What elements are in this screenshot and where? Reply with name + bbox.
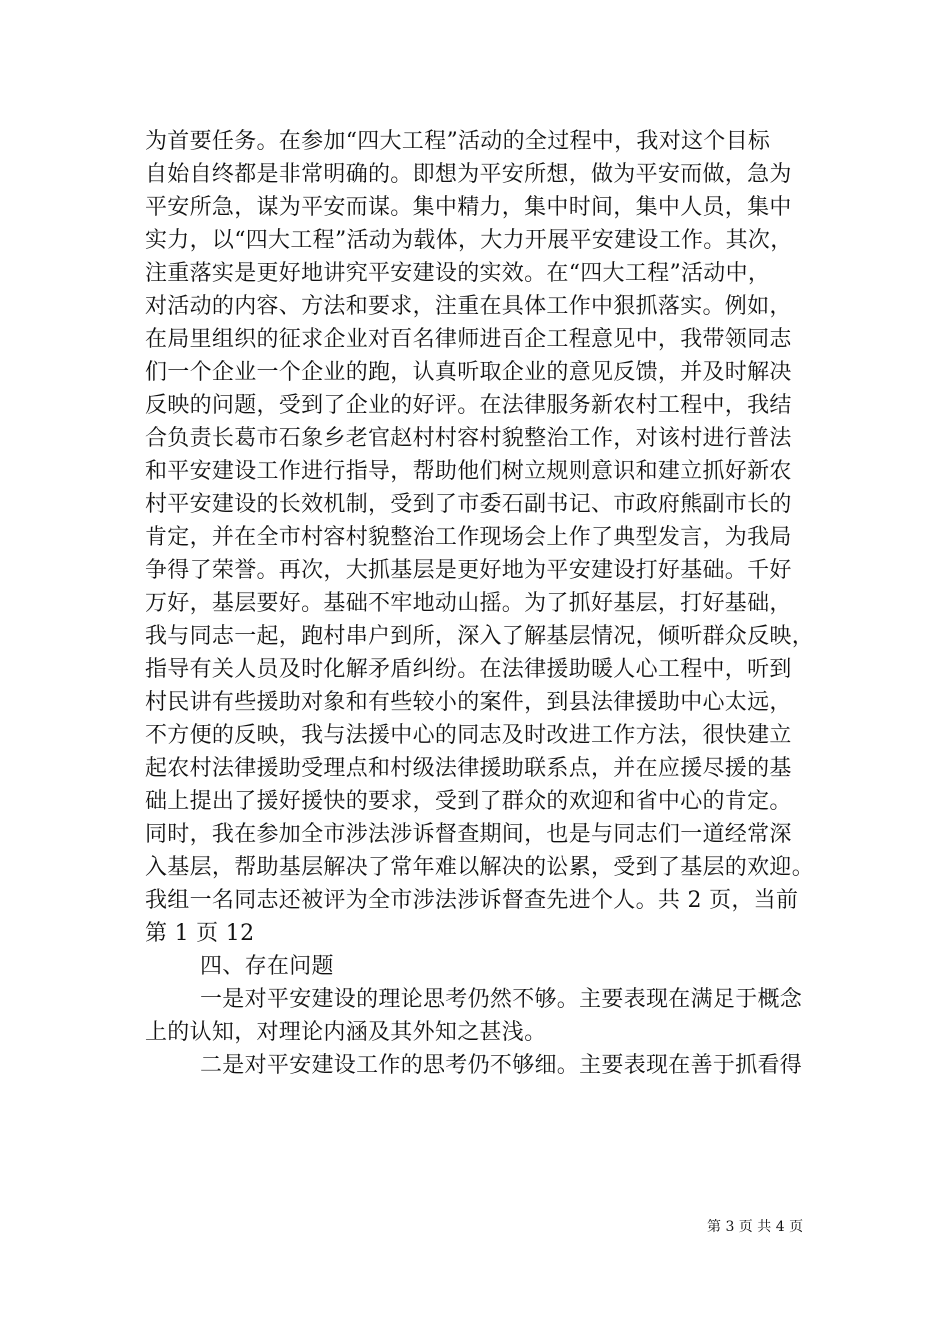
text-line-4: 实力，以“四大工程”活动为载体，大力开展平安建设工作。其次， — [145, 228, 793, 253]
text-line-10: 合负责长葛市石象乡老官赵村村容村貌整治工作，对该村进行普法 — [145, 426, 792, 451]
text-line-15: 万好，基层要好。基础不牢地动山摇。为了抓好基层，打好基础， — [145, 591, 792, 616]
text-line-11: 和平安建设工作进行指导，帮助他们树立规则意识和建立抓好新农 — [145, 459, 792, 484]
text-line-9: 反映的问题，受到了企业的好评。在法律服务新农村工程中，我结 — [145, 393, 792, 418]
text-line-2: 自始自终都是非常明确的。即想为平安所想，做为平安而做，急为 — [145, 162, 792, 187]
text-line-3: 平安所急，谋为平安而谋。集中精力，集中时间，集中人员，集中 — [145, 195, 792, 220]
text-line-22: 同时，我在参加全市涉法涉诉督查期间，也是与同志们一道经常深 — [145, 822, 792, 847]
text-line-27: 一是对平安建设的理论思考仍然不够。主要表现在满足于概念 — [200, 987, 803, 1012]
text-line-25: 第 1 页 12 — [145, 921, 255, 946]
text-line-21: 础上提出了援好援快的要求，受到了群众的欢迎和省中心的肯定。 — [145, 789, 792, 814]
text-line-13: 肯定，并在全市村容村貌整治工作现场会上作了典型发言，为我局 — [145, 525, 792, 550]
text-line-24: 我组一名同志还被评为全市涉法涉诉督查先进个人。共 2 页，当前 — [145, 888, 799, 913]
section-heading: 四、存在问题 — [200, 954, 334, 979]
text-line-16: 我与同志一起，跑村串户到所，深入了解基层情况，倾听群众反映， — [145, 624, 815, 649]
text-line-5: 注重落实是更好地讲究平安建设的实效。在“四大工程”活动中， — [145, 261, 771, 286]
text-line-17: 指导有关人员及时化解矛盾纠纷。在法律援助暖人心工程中，听到 — [145, 657, 792, 682]
text-line-1: 为首要任务。在参加“四大工程”活动的全过程中，我对这个目标 — [145, 129, 771, 154]
text-line-23: 入基层，帮助基层解决了常年难以解决的讼累，受到了基层的欢迎。 — [145, 855, 815, 880]
text-line-29: 二是对平安建设工作的思考仍不够细。主要表现在善于抓看得 — [200, 1053, 803, 1078]
page-number-footer: 第 3 页 共 4 页 — [707, 1219, 804, 1235]
text-line-18: 村民讲有些援助对象和有些较小的案件，到县法律援助中心太远， — [145, 690, 792, 715]
text-line-6: 对活动的内容、方法和要求，注重在具体工作中狠抓落实。例如， — [145, 294, 792, 319]
text-line-28: 上的认知，对理论内涵及其外知之甚浅。 — [145, 1020, 547, 1045]
text-line-14: 争得了荣誉。再次，大抓基层是更好地为平安建设打好基础。千好 — [145, 558, 792, 583]
text-line-20: 起农村法律援助受理点和村级法律援助联系点，并在应援尽援的基 — [145, 756, 792, 781]
text-line-7: 在局里组织的征求企业对百名律师进百企工程意见中，我带领同志 — [145, 327, 792, 352]
text-line-19: 不方便的反映，我与法援中心的同志及时改进工作方法，很快建立 — [145, 723, 792, 748]
text-line-12: 村平安建设的长效机制，受到了市委石副书记、市政府熊副市长的 — [145, 492, 792, 517]
text-line-8: 们一个企业一个企业的跑，认真听取企业的意见反馈，并及时解决 — [145, 360, 792, 385]
